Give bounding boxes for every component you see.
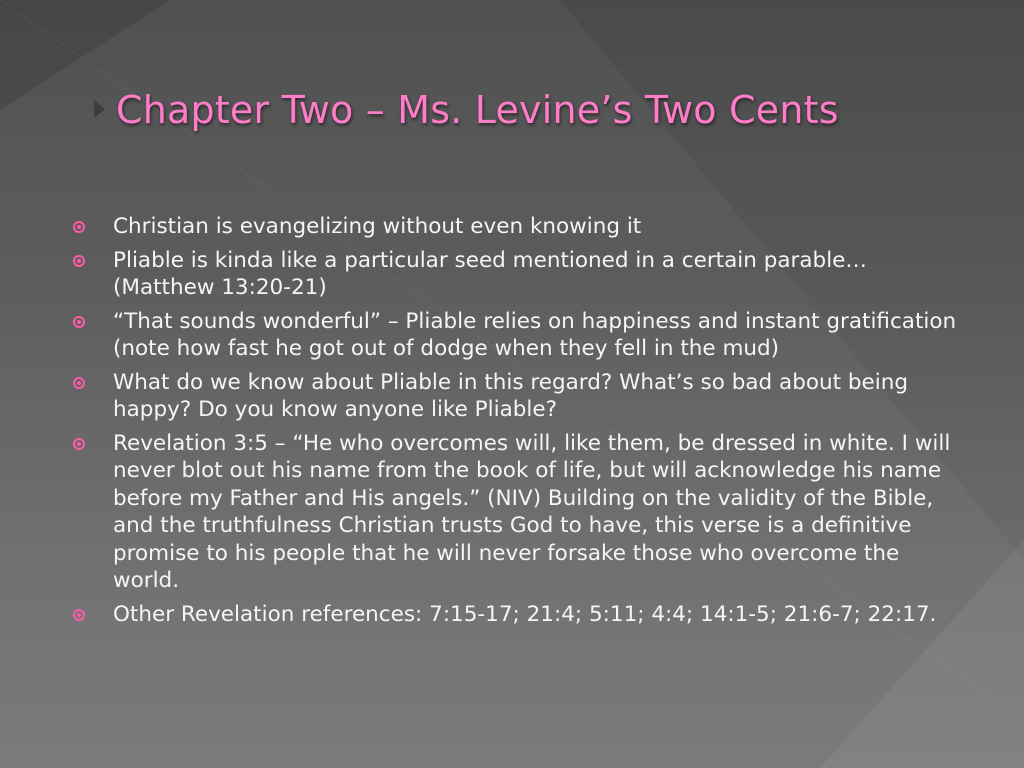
bullet-item bbox=[68, 430, 968, 595]
circle-dot-bullet-icon bbox=[73, 255, 85, 267]
circle-dot-bullet-icon bbox=[73, 609, 85, 621]
circle-dot-bullet-icon bbox=[73, 377, 85, 389]
bullet-item bbox=[68, 247, 968, 302]
bullet-item bbox=[68, 308, 968, 363]
circle-dot-bullet-icon bbox=[73, 221, 85, 233]
slide-title: Chapter Two – Ms. Levine’s Two Cents bbox=[116, 88, 839, 132]
bullet-list bbox=[68, 213, 968, 634]
bullet-item bbox=[68, 369, 968, 424]
bullet-item bbox=[68, 213, 968, 241]
bullet-text: Other Revelation references: 7:15-17; 21:4; 5:11; 4:4; 14:1-5; 21:6-7; 22:17. bbox=[113, 601, 937, 627]
bullet-text: Revelation 3:5 – “He who overcomes will, like them, be dressed in white. I will never blot out his name from the book of life, but will acknowledge his name before my Father and His angels.” (NIV) Building on the validity of the Bible, and the truthfulness Christian trusts God to have, this verse is a definitive promise to his people that he will never forsake those who overcome the world. bbox=[113, 430, 951, 593]
bullet-text: Pliable is kinda like a particular seed mentioned in a certain parable… (Matthew 13:20-21) bbox=[113, 247, 867, 300]
bullet-text: “That sounds wonderful” – Pliable relies on happiness and instant gratification (note how fast he got out of dodge when they fell in the mud) bbox=[113, 308, 957, 361]
circle-dot-bullet-icon bbox=[73, 316, 85, 328]
bullet-text: Christian is evangelizing without even knowing it bbox=[113, 214, 642, 239]
triangle-right-icon bbox=[94, 100, 105, 118]
bullet-text: What do we know about Pliable in this regard? What’s so bad about being happy? Do you know anyone like Pliable? bbox=[113, 369, 909, 422]
circle-dot-bullet-icon bbox=[73, 438, 85, 450]
bullet-item bbox=[68, 601, 968, 629]
